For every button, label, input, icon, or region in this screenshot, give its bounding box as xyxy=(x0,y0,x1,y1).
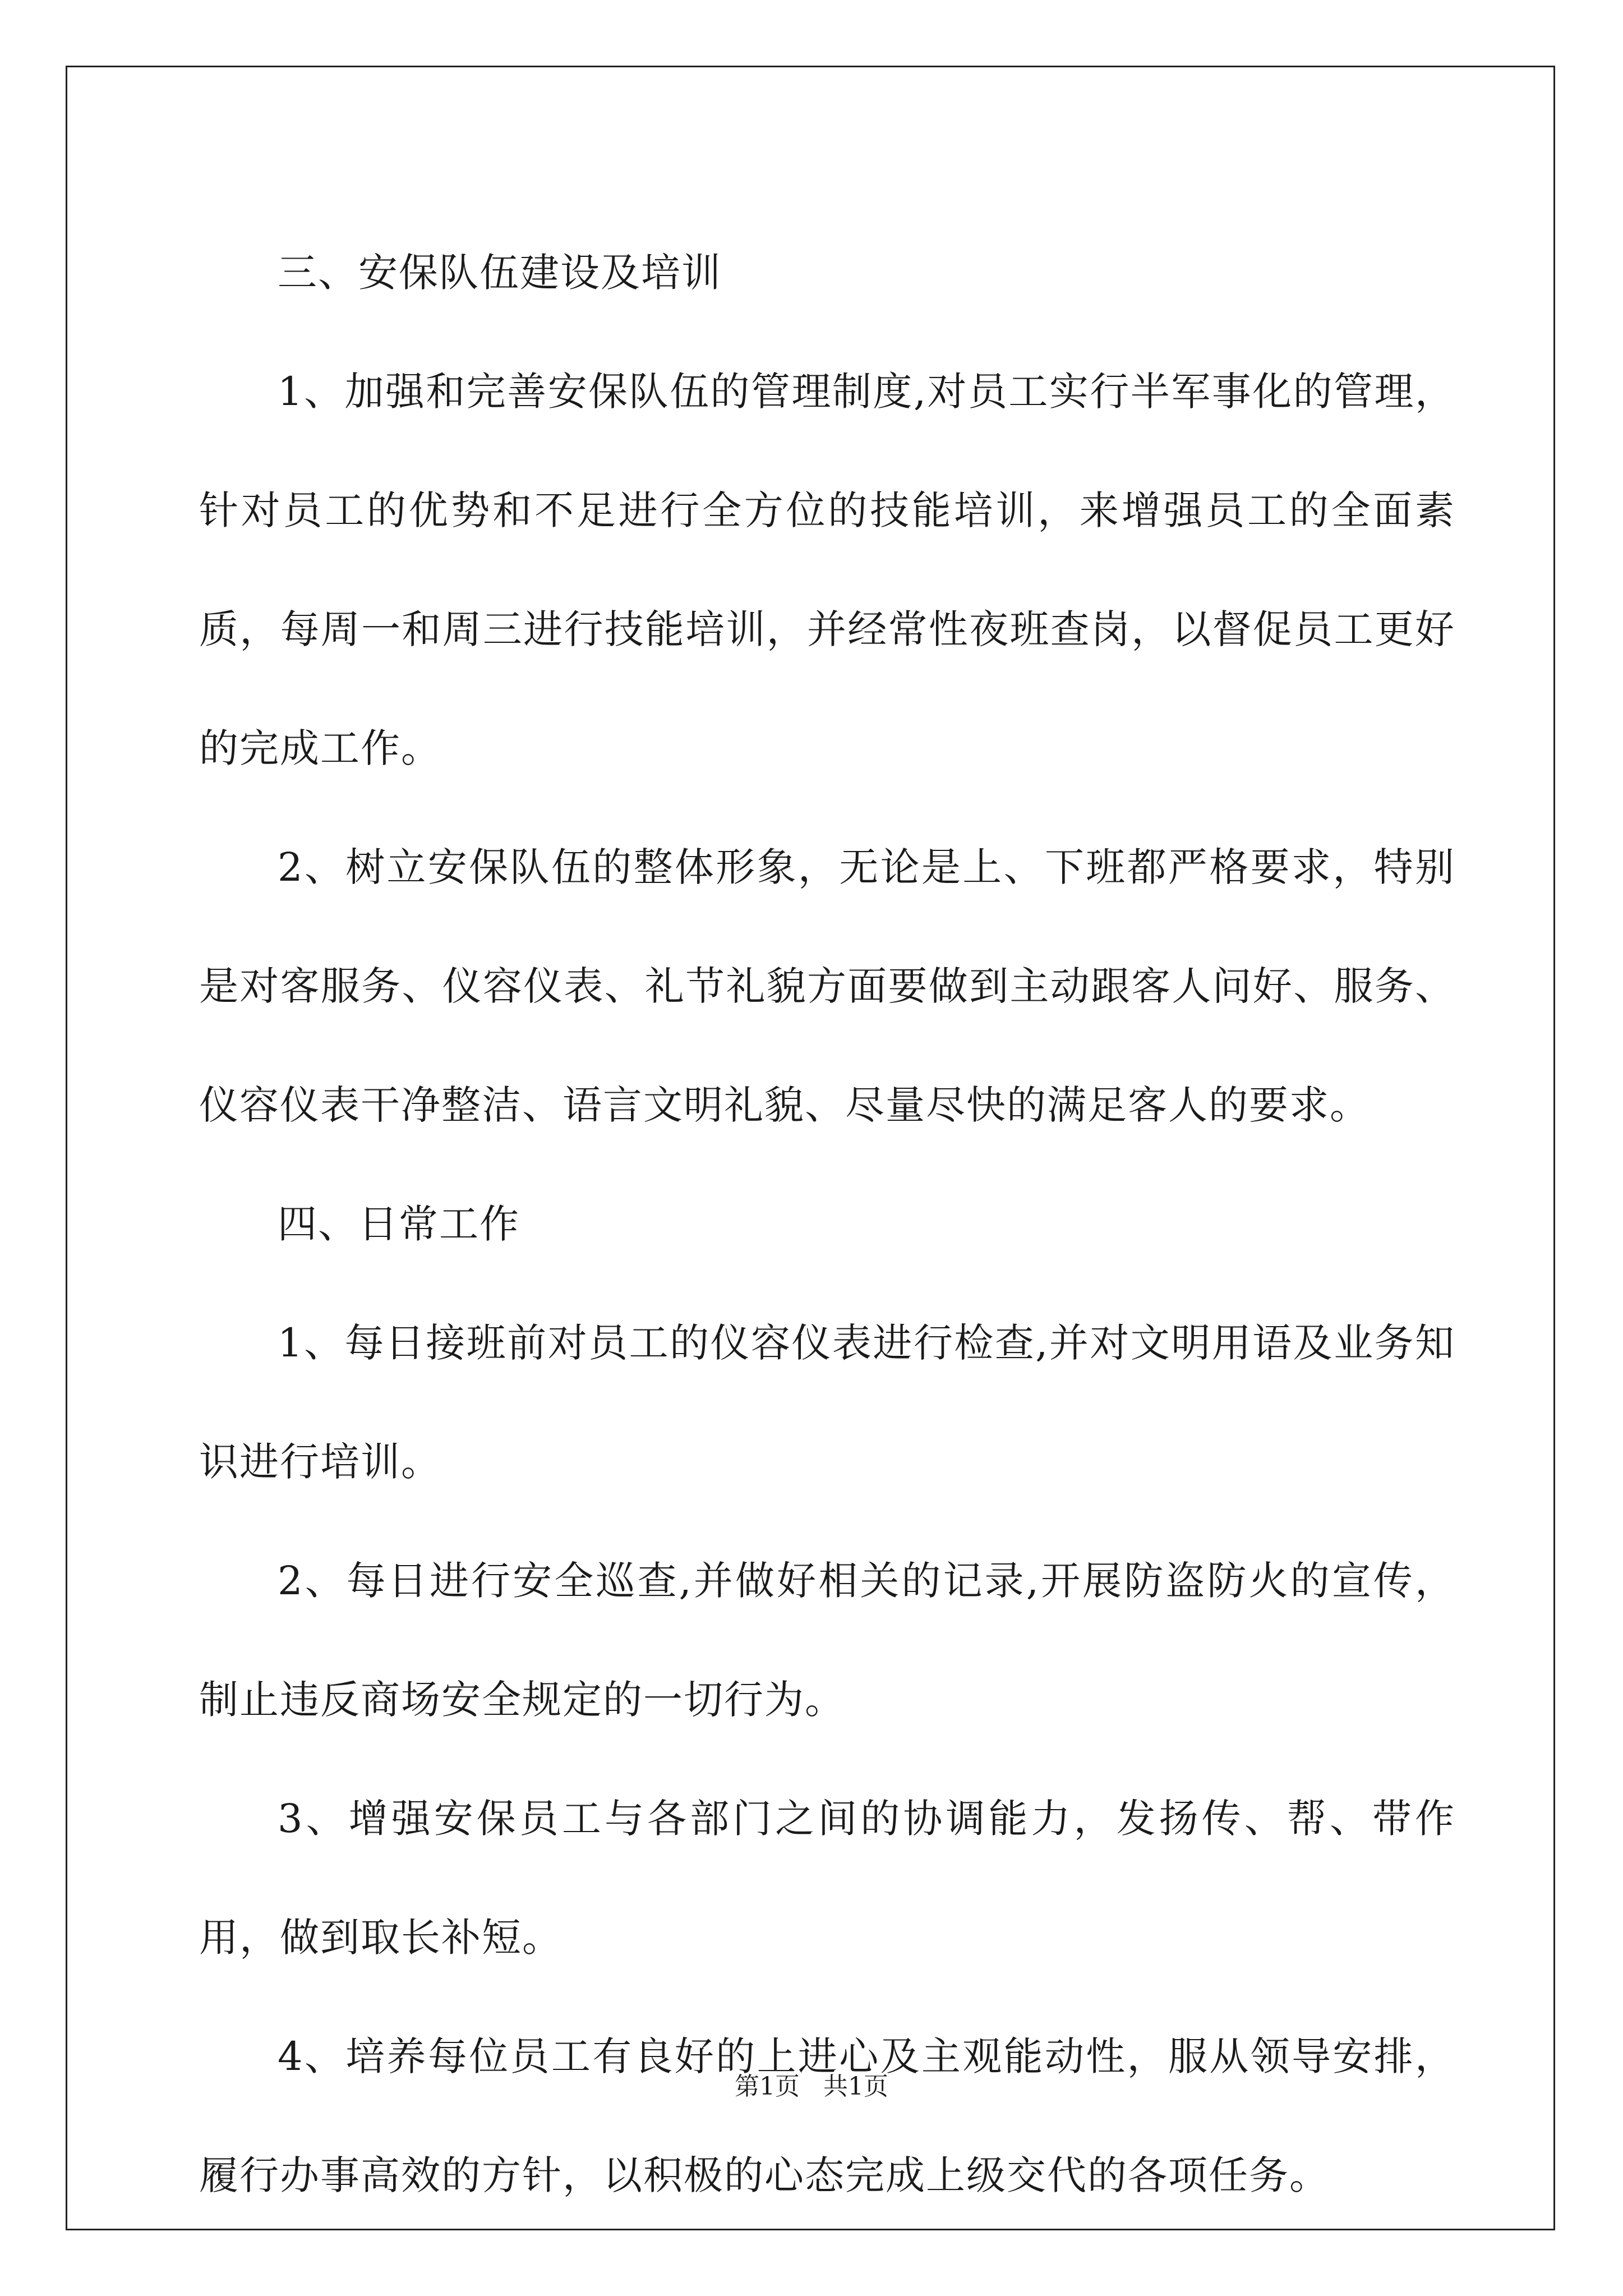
paragraph-daily-inspection: 1、每日接班前对员工的仪容仪表进行检查,并对文明用语及业务知识进行培训。 xyxy=(199,1320,1455,1485)
section-heading-training: 三、安保队伍建设及培训 xyxy=(278,250,722,296)
document-body xyxy=(199,213,1455,2235)
page-number-footer: 第1页 共1页 xyxy=(735,2072,888,2101)
paragraph-team-image: 2、树立安保队伍的整体形象，无论是上、下班都严格要求，特别是对客服务、仪容仪表、礼节礼貌方面要做到主动跟客人问好、服务、仪容仪表干净整洁、语言文明礼貌、尽量尽快的满足客人的要求。 xyxy=(199,844,1455,1128)
paragraph-initiative: 4、培养每位员工有良好的上进心及主观能动性，服从领导安排，履行办事高效的方针，以积极的心态完成上级交代的各项任务。 xyxy=(199,2033,1455,2198)
section-heading-daily-work: 四、日常工作 xyxy=(278,1201,520,1247)
paragraph-safety-patrol: 2、每日进行安全巡查,并做好相关的记录,开展防盗防火的宣传，制止违反商场安全规定的一切行为。 xyxy=(199,1558,1455,1723)
paragraph-management-system: 1、加强和完善安保队伍的管理制度,对员工实行半军事化的管理，针对员工的优势和不足进行全方位的技能培训，来增强员工的全面素质，每周一和周三进行技能培训，并经常性夜班查岗，以督促员工更好的完成工作。 xyxy=(199,369,1455,771)
paragraph-coordination: 3、增强安保员工与各部门之间的协调能力，发扬传、帮、带作用，做到取长补短。 xyxy=(199,1796,1455,1961)
